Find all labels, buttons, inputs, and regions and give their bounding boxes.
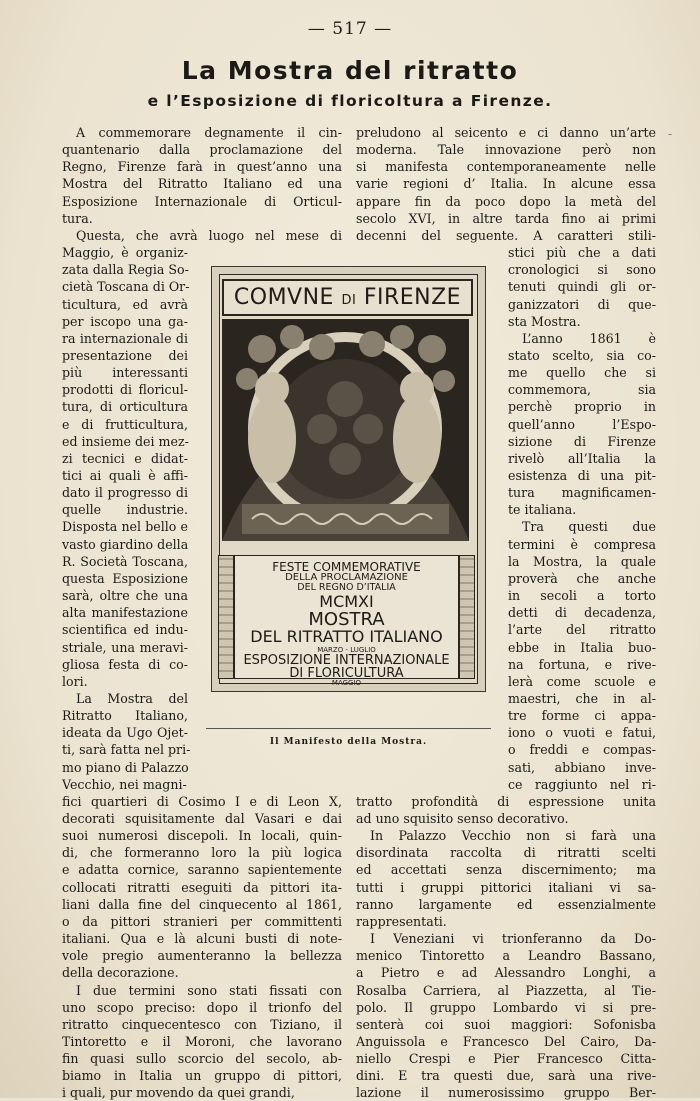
text-line: ra internazionale di xyxy=(62,330,188,346)
text-line: biamo in Italia un gruppo di pittori, xyxy=(62,1068,342,1084)
text-line: Esposizione Internazionale di Orticul- xyxy=(62,193,342,209)
text-line: tura. xyxy=(62,210,93,226)
text-line: menico Tintoretto a Leandro Bassano, xyxy=(356,948,656,964)
text-line: gliosa festa di co- xyxy=(62,656,188,672)
text-line: stato scelto, sia co- xyxy=(508,347,656,363)
text-line: stici più che a dati xyxy=(508,245,656,261)
text-line: presentazione dei xyxy=(62,347,188,363)
text-line: suoi numerosi discepoli. In locali, quin- xyxy=(62,828,342,844)
margin-mark: - xyxy=(668,127,673,141)
text-line: polo. Il gruppo Lombardo vi si pre- xyxy=(356,999,656,1015)
text-line: alta manifestazione xyxy=(62,605,188,621)
text-line: moderna. Tale innovazione però non xyxy=(356,142,656,158)
text-line: sta Mostra. xyxy=(508,313,581,329)
text-line: sizione di Firenze xyxy=(508,433,656,449)
text-line: ed accettati senza discernimento; ma xyxy=(356,862,656,878)
text-line: secolo XVI, in altre tarda fino ai primi xyxy=(356,210,656,226)
text-line: esistenza di una pit- xyxy=(508,468,656,483)
text-line: Tintoretto e il Moroni, che lavorano xyxy=(62,1033,342,1049)
article-subtitle: e l’Esposizione di floricoltura a Firenze. xyxy=(147,92,553,110)
text-line: ganizzatori di que- xyxy=(508,296,656,312)
text-line: In Palazzo Vecchio non si farà una xyxy=(370,828,656,844)
text-line: questa Esposizione xyxy=(62,570,188,586)
text-line: della decorazione. xyxy=(62,965,179,981)
text-line: R. Società Toscana, xyxy=(62,553,188,569)
text-line: I Veneziani vi trionferanno da Do- xyxy=(370,931,656,947)
text-line: e di frutticultura, xyxy=(62,416,188,432)
text-line: i quali, pur movendo da quei grandi, xyxy=(62,1085,295,1101)
text-line: o freddi e compas- xyxy=(508,742,656,758)
text-line: uno scopo preciso: dopo il trionfo del xyxy=(62,999,342,1015)
poster-figure xyxy=(206,259,491,747)
text-line: ticultura, ed avrà xyxy=(62,296,188,312)
poster-banner: COMVNE DI FIRENZE xyxy=(222,279,473,316)
text-line: ranno largamente ed essenzialmente xyxy=(356,896,656,912)
text-line: L’anno 1861 è xyxy=(522,330,656,346)
text-line: niello Crespi e Pier Francesco Citta- xyxy=(356,1051,656,1067)
text-line: lerà come scuole e xyxy=(508,673,656,689)
text-line: na fortuna, e rive- xyxy=(508,656,656,672)
text-line: ad uno squisito senso decorativo. xyxy=(356,811,569,826)
text-line: mo piano di Palazzo xyxy=(62,759,189,775)
text-line: disordinata raccolta di ritratti scelti xyxy=(356,845,656,861)
text-line: vasto giardino della xyxy=(62,536,189,552)
poster-right-column-ornament xyxy=(459,555,475,679)
text-line: lori. xyxy=(62,673,88,689)
poster-image xyxy=(211,266,486,692)
text-line: sarà, oltre che una xyxy=(62,588,188,604)
text-line: di, che formeranno loro la più logica xyxy=(62,845,342,861)
text-line: Rosalba Carriera, al Piazzetta, al Tie- xyxy=(356,982,656,998)
text-line: scientifica ed indu- xyxy=(62,622,188,638)
text-line: quell’anno l’Espo- xyxy=(508,416,656,432)
text-line: tenuti quindi gli or- xyxy=(508,279,656,295)
text-line: liani dalla fine del cinquecento al 1861, xyxy=(62,896,342,912)
text-line: detti di decadenza, xyxy=(508,605,656,621)
text-line: dini. E tra questi due, sarà una rive- xyxy=(356,1068,656,1084)
text-line: preludono al seicento e ci danno un’arte xyxy=(356,125,656,140)
text-line: Tra questi due xyxy=(522,519,656,535)
text-line: tutti i gruppi pittorici italiani vi sa- xyxy=(356,879,656,895)
text-line: Mostra del Ritratto Italiano ed una xyxy=(62,176,342,192)
text-line: striale, una meravi- xyxy=(62,639,188,655)
text-line: tre forme ci appa- xyxy=(508,708,656,724)
text-line: Maggio, è organiz- xyxy=(62,245,188,261)
text-line: ce raggiunto nel ri- xyxy=(508,776,656,792)
text-line: più interessanti xyxy=(62,365,188,381)
text-line: cronologici si sono xyxy=(508,262,656,278)
article-title: La Mostra del ritratto xyxy=(181,56,519,85)
text-line: me quello che si xyxy=(508,365,656,381)
text-line: tura, di orticultura xyxy=(62,399,188,415)
text-line: fici quartieri di Cosimo I e di Leon X, xyxy=(62,793,342,809)
text-line: e adatta cornice, saranno sapientemente xyxy=(62,862,342,878)
poster-illustration xyxy=(222,319,469,541)
text-line: A commemorare degnamente il cin- xyxy=(76,125,342,140)
text-line: La Mostra del xyxy=(76,690,188,706)
text-line: si manifesta contemporaneamente nelle xyxy=(356,159,656,175)
text-line: iono o vuoti e fatui, xyxy=(508,725,656,741)
text-line: cietà Toscana di Or- xyxy=(62,279,190,295)
text-line: ideata da Ugo Ojet- xyxy=(62,725,188,741)
text-line: ebbe in Italia buo- xyxy=(508,639,656,655)
text-line: la Mostra, la quale xyxy=(508,553,656,569)
text-line: o da pittori stranieri per committenti xyxy=(62,913,342,929)
text-line: l’arte del ritratto xyxy=(508,622,656,638)
text-line: quelle industrie. xyxy=(62,502,188,518)
text-line: quantenario dalla proclamazione del xyxy=(62,142,342,158)
text-line: I due termini sono stati fissati con xyxy=(76,982,342,998)
text-line: per iscopo una ga- xyxy=(62,313,188,329)
text-line: italiani. Qua e là alcuni busti di note- xyxy=(62,931,342,947)
text-line: Ritratto Italiano, xyxy=(62,708,188,724)
page-number: — 517 — xyxy=(307,19,393,39)
text-line: tici ai quali è affi- xyxy=(62,468,188,483)
text-line: maestri, che in al- xyxy=(508,690,656,706)
text-line: fin quasi sullo scorcio del secolo, ab- xyxy=(62,1051,342,1067)
text-line: collocati ritratti eseguiti da pittori ita- xyxy=(62,879,342,895)
text-line: in secoli a torto xyxy=(508,588,656,604)
text-line: ritratto cinquecentesco con Tiziano, il xyxy=(62,1016,342,1032)
text-line: ti, sarà fatta nel pri- xyxy=(62,742,191,758)
text-line: decorati squisitamente dal Vasari e dai xyxy=(62,811,342,826)
text-line: te italiana. xyxy=(508,502,577,518)
text-line: tratto profondità di espressione unita xyxy=(356,793,656,809)
text-line: rivelò all’Italia la xyxy=(508,450,656,466)
text-line: appare fin da poco dopo la metà del xyxy=(356,193,656,209)
text-line: Regno, Firenze farà in quest’anno una xyxy=(62,159,342,175)
text-line: dato il progresso di xyxy=(62,485,188,501)
text-line: Anguissola e Francesco Del Cairo, Da- xyxy=(356,1033,656,1049)
poster-left-column-ornament xyxy=(218,555,234,679)
text-line: proverà che anche xyxy=(508,570,656,586)
text-line: rappresentati. xyxy=(356,913,447,929)
text-line: Questa, che avrà luogo nel mese di xyxy=(76,227,342,243)
text-line: termini è compresa xyxy=(508,536,656,552)
text-line: commemora, sia xyxy=(508,382,656,398)
poster-text-panel: FESTE COMMEMORATIVE DELLA PROCLAMAZIONE DEL REGNO D’ITALIA MCMXI MOSTRA DEL RITRATTO ITALIANO MARZO - LUGLIO ESPOSIZIONE INTERNAZIONALE DI FLORICULTURA MAGGIO xyxy=(234,555,459,679)
text-line: tura magnificamen- xyxy=(508,485,656,501)
text-line: senterà coi suoi maggiori: Sofonisba xyxy=(356,1016,656,1032)
text-line: sati, abbiano inve- xyxy=(508,759,656,775)
figure-caption: Il Manifesto della Mostra. xyxy=(269,737,428,747)
text-line: zata dalla Regia So- xyxy=(62,262,189,278)
text-line: a Pietro e ad Alessandro Longhi, a xyxy=(356,965,656,981)
text-line: varie regioni d’ Italia. In alcune essa xyxy=(356,176,656,192)
text-line: perchè proprio in xyxy=(508,399,656,415)
text-line: Vecchio, nei magni- xyxy=(62,776,187,792)
text-line: zi tecnici e didat- xyxy=(62,450,188,466)
text-line: ed insieme dei mez- xyxy=(62,433,189,449)
text-line: lazione il numerosissimo gruppo Ber- xyxy=(356,1085,656,1101)
text-line: vole pregio aumenteranno la bellezza xyxy=(62,948,342,964)
text-line: Disposta nel bello e xyxy=(62,519,188,535)
text-line: decenni del seguente. A caratteri stili- xyxy=(356,227,656,243)
text-line: prodotti di floricul- xyxy=(62,382,188,398)
